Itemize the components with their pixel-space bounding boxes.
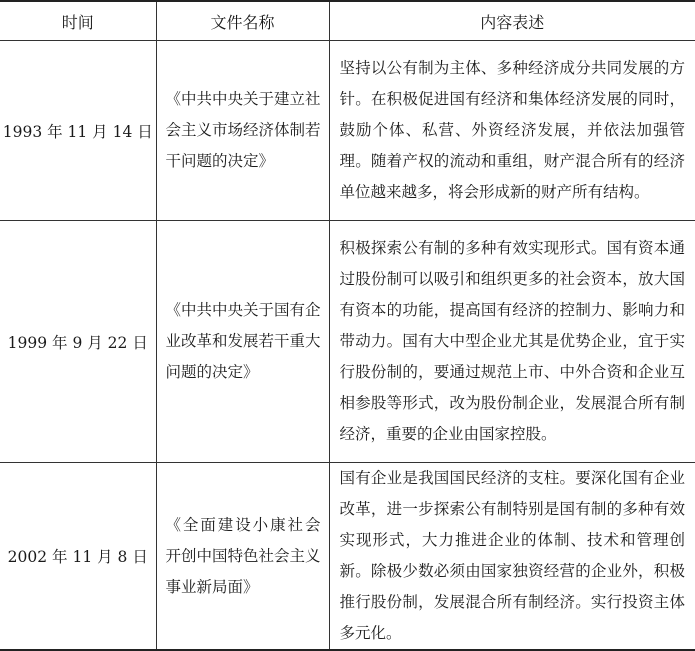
row-content: 国有企业是我国国民经济的支柱。要深化国有企业改革，进一步探索公有制特别是国有制的多种有效实现形式，大力推进企业的体制、技术和管理创新。除极少数必须由国家独资经营的企业外，积极推行股份制，发展混合所有制经济。实行投资主体多元化。	[329, 463, 695, 651]
row-document-title: 《中共中央关于国有企业改革和发展若干重大问题的决定》	[156, 221, 329, 463]
table-row	[0, 221, 695, 463]
column-header-document-title: 文件名称	[156, 1, 329, 41]
row-date: 2002 年 11 月 8 日	[7, 548, 148, 566]
table-row	[0, 41, 695, 221]
row-content: 积极探索公有制的多种有效实现形式。国有资本通过股份制可以吸引和组织更多的社会资本，放大国有资本的功能，提高国有经济的控制力、影响力和带动力。国有大中型企业尤其是优势企业，宜于实行股份制的，要通过规范上市、中外合资和企业互相参股等形式，改为股份制企业，发展混合所有制经济，重要的企业由国家控股。	[329, 221, 695, 463]
column-header-time: 时间	[0, 1, 156, 41]
row-document-title: 《全面建设小康社会 开创中国特色社会主义事业新局面》	[156, 463, 329, 651]
column-header-content: 内容表述	[329, 1, 695, 41]
table-header-row	[0, 1, 695, 41]
row-date: 1999 年 9 月 22 日	[0, 221, 156, 463]
row-date: 1993 年 11 月 14 日	[0, 41, 156, 221]
table-row	[0, 463, 695, 651]
row-content: 坚持以公有制为主体、多种经济成分共同发展的方针。在积极促进国有经济和集体经济发展的同时，鼓励个体、私营、外资经济发展，并依法加强管理。随着产权的流动和重组，财产混合所有的经济单位越来越多，将会形成新的财产所有结构。	[329, 41, 695, 221]
row-document-title: 《中共中央关于建立社会主义市场经济体制若干问题的决定》	[156, 41, 329, 221]
